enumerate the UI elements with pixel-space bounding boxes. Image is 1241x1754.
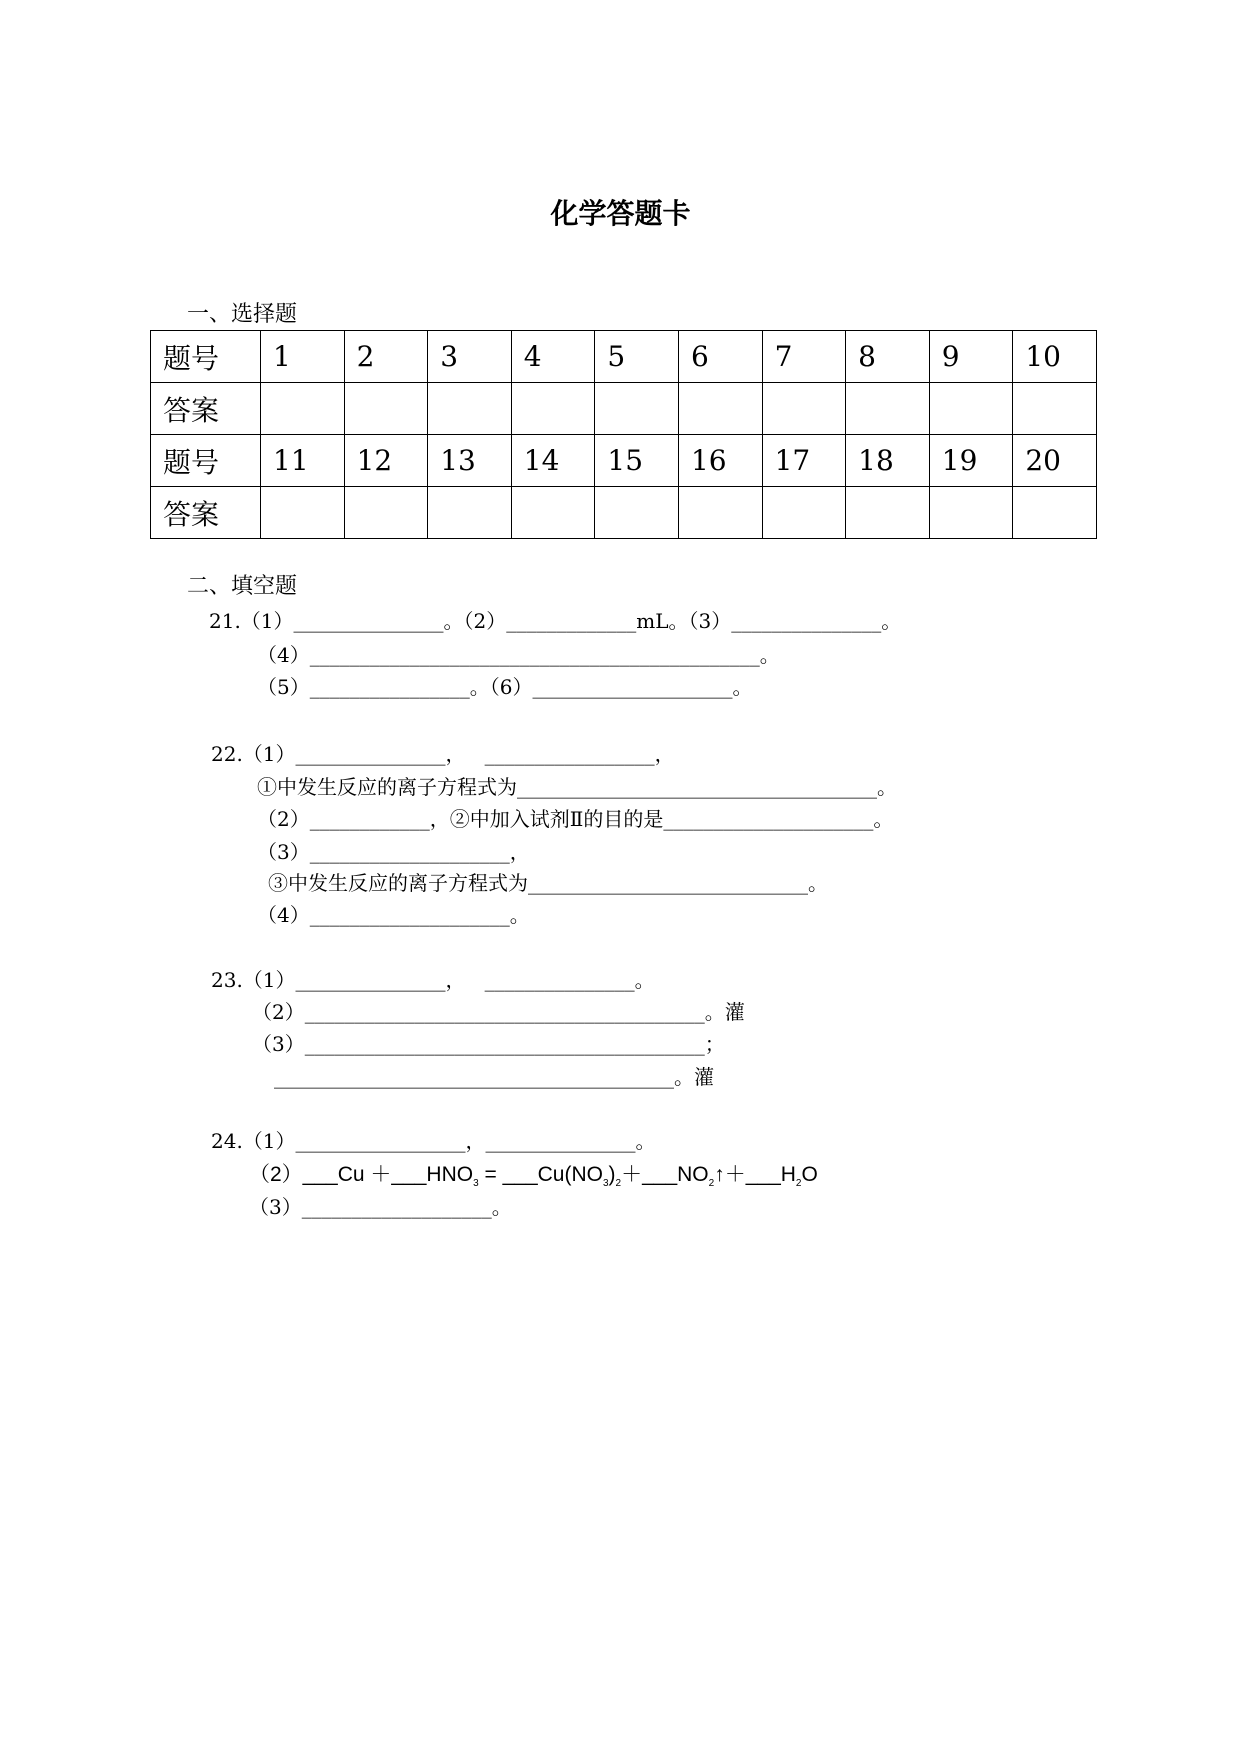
q22-line-5[interactable]: ③中发生反应的离子方程式为____________________________。 bbox=[268, 871, 828, 895]
q21-line-1[interactable]: 21.（1）_______________。（2）_____________mL。（3）_______________。 bbox=[209, 609, 902, 633]
answer-cell[interactable] bbox=[1013, 383, 1097, 435]
question-number: 11 bbox=[261, 435, 345, 487]
answer-cell[interactable] bbox=[511, 383, 595, 435]
eq-part: ＋___NO bbox=[621, 1163, 709, 1186]
answer-cell[interactable] bbox=[678, 383, 762, 435]
row-label-number: 题号 bbox=[151, 331, 261, 383]
question-number: 1 bbox=[261, 331, 345, 383]
answer-cell[interactable] bbox=[344, 487, 428, 539]
answer-cell[interactable] bbox=[344, 383, 428, 435]
question-number: 10 bbox=[1013, 331, 1097, 383]
q21-line-3[interactable]: （5）________________。（6）____________________。 bbox=[257, 675, 753, 699]
answer-cell[interactable] bbox=[762, 487, 846, 539]
q24-line-3[interactable]: （3）___________________。 bbox=[249, 1195, 512, 1219]
question-number: 17 bbox=[762, 435, 846, 487]
answer-cell[interactable] bbox=[929, 487, 1013, 539]
answer-cell[interactable] bbox=[846, 487, 930, 539]
page-title: 化学答题卡 bbox=[550, 197, 691, 230]
eq-subscript: 2 bbox=[795, 1178, 802, 1190]
question-number: 5 bbox=[595, 331, 679, 383]
table-row bbox=[151, 435, 1097, 487]
eq-subscript: 2 bbox=[615, 1178, 622, 1190]
question-number: 19 bbox=[929, 435, 1013, 487]
question-number: 18 bbox=[846, 435, 930, 487]
question-number: 9 bbox=[929, 331, 1013, 383]
section-fill-in: 二、填空题 bbox=[187, 574, 298, 599]
q22-line-6[interactable]: （4）____________________。 bbox=[257, 903, 530, 927]
row-label-answer: 答案 bbox=[151, 487, 261, 539]
row-label-number: 题号 bbox=[151, 435, 261, 487]
answer-cell[interactable] bbox=[929, 383, 1013, 435]
answer-cell[interactable] bbox=[1013, 487, 1097, 539]
q23-line-1[interactable]: 23.（1）_______________， _______________。 bbox=[211, 968, 655, 992]
eq-subscript: 3 bbox=[602, 1178, 609, 1190]
q22-line-4[interactable]: （3）____________________， bbox=[257, 840, 530, 864]
q21-line-2[interactable]: （4）_____________________________________________。 bbox=[257, 643, 780, 667]
answer-cell[interactable] bbox=[762, 383, 846, 435]
answer-cell[interactable] bbox=[595, 383, 679, 435]
question-number: 16 bbox=[678, 435, 762, 487]
question-number: 15 bbox=[595, 435, 679, 487]
q23-line-4[interactable]: ________________________________________。灌 bbox=[274, 1065, 714, 1089]
answer-cell[interactable] bbox=[511, 487, 595, 539]
q22-line-1[interactable]: 22.（1）_______________， _________________， bbox=[211, 742, 675, 766]
section-multiple-choice: 一、选择题 bbox=[187, 302, 298, 327]
question-number: 8 bbox=[846, 331, 930, 383]
answer-cell[interactable] bbox=[678, 487, 762, 539]
q23-line-2[interactable]: （2）________________________________________。灌 bbox=[252, 1000, 745, 1024]
eq-subscript: 2 bbox=[708, 1178, 715, 1190]
question-number: 20 bbox=[1013, 435, 1097, 487]
eq-part: = ___Cu(NO bbox=[478, 1163, 603, 1186]
question-number: 13 bbox=[428, 435, 512, 487]
question-number: 12 bbox=[344, 435, 428, 487]
question-number: 7 bbox=[762, 331, 846, 383]
q22-line-2[interactable]: ①中发生反应的离子方程式为____________________________________。 bbox=[257, 775, 897, 799]
question-number: 14 bbox=[511, 435, 595, 487]
q24-equation-line[interactable] bbox=[249, 1158, 818, 1189]
question-number: 2 bbox=[344, 331, 428, 383]
eq-part: （2）___Cu ＋___HNO bbox=[249, 1163, 474, 1186]
table-row bbox=[151, 383, 1097, 435]
eq-part: ) bbox=[608, 1163, 616, 1186]
q24-line-1[interactable]: 24.（1）_________________，_______________。 bbox=[211, 1129, 656, 1153]
table-row bbox=[151, 487, 1097, 539]
answer-cell[interactable] bbox=[595, 487, 679, 539]
question-number: 6 bbox=[678, 331, 762, 383]
row-label-answer: 答案 bbox=[151, 383, 261, 435]
answer-cell[interactable] bbox=[846, 383, 930, 435]
table-row bbox=[151, 331, 1097, 383]
answer-cell[interactable] bbox=[261, 487, 345, 539]
question-number: 3 bbox=[428, 331, 512, 383]
eq-subscript: 3 bbox=[473, 1178, 479, 1190]
answer-cell[interactable] bbox=[261, 383, 345, 435]
answer-cell[interactable] bbox=[428, 383, 512, 435]
q22-line-3[interactable]: （2）____________，②中加入试剂Ⅱ的目的是_____________________。 bbox=[257, 807, 894, 831]
question-number: 4 bbox=[511, 331, 595, 383]
eq-part: ↑＋___H bbox=[714, 1163, 796, 1186]
answer-table bbox=[150, 330, 1097, 539]
q23-line-3[interactable]: （3）________________________________________； bbox=[252, 1032, 725, 1056]
answer-cell[interactable] bbox=[428, 487, 512, 539]
eq-part: O bbox=[801, 1163, 818, 1186]
